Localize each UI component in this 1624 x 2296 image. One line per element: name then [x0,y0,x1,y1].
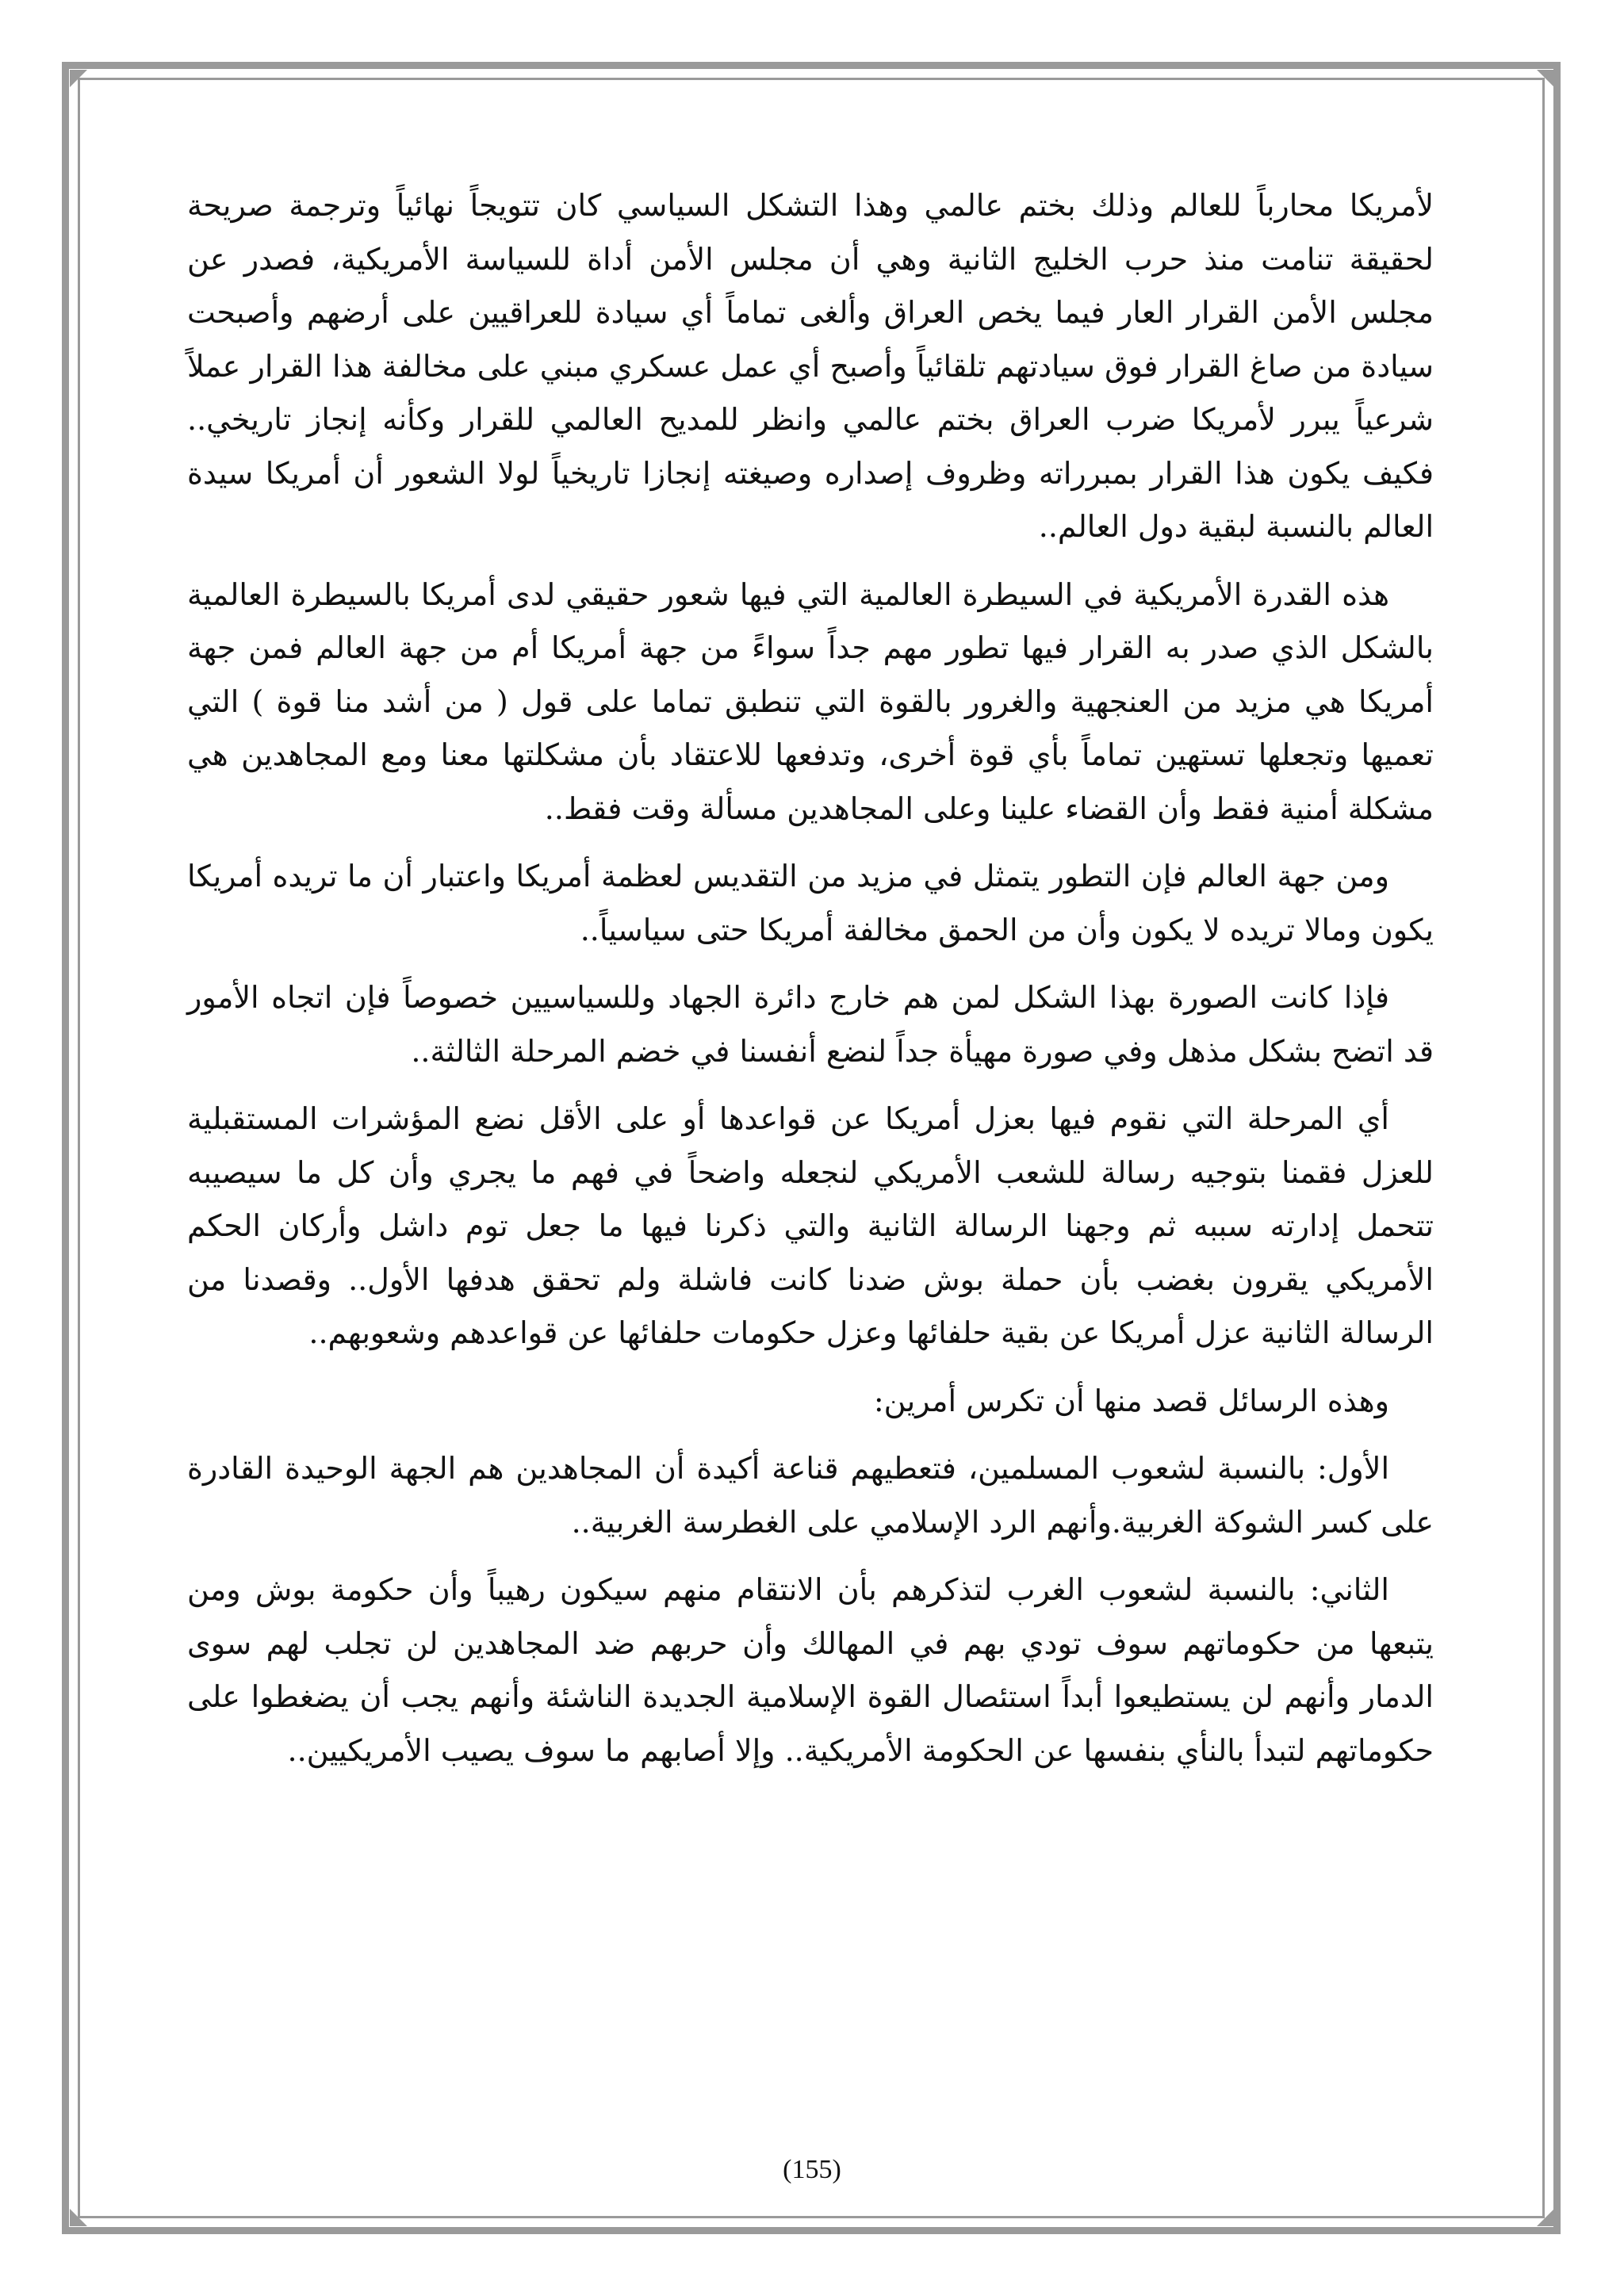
page-number: (155) [783,2155,841,2184]
page-body [187,179,1434,1792]
corner-ornament-top-left [70,70,87,87]
corner-ornament-bottom-right [1537,2209,1554,2226]
paragraph-1: لأمريكا محارباً للعالم وذلك بختم عالمي وهذا التشكل السياسي كان تتويجاً نهائياً وترجمة صريحة لحقيقة تنامت منذ حرب الخليج الثانية وهي أن مجلس الأمن أداة للسياسة الأمريكية، فصدر عن مجلس الأمن القرار العار فيما يخص العراق وألغى تماماً أي سيادة للعراقيين على أرضهم وأصبحت سيادة من صاغ القرار فوق سيادتهم تلقائياً وأصبح أي عمل عسكري مبني على مخالفة هذا القرار عملاً شرعياً يبرر لأمريكا ضرب العراق بختم عالمي وانظر للمديح العالمي للقرار وكأنه إنجاز تاريخي.. فكيف يكون هذا القرار بمبرراته وظروف إصداره وصيغته إنجازا تاريخياً لولا الشعور أن أمريكا سيدة العالم بالنسبة لبقية دول العالم.. [187,188,1434,544]
corner-ornament-top-right [1537,70,1554,87]
paragraph-3: ومن جهة العالم فإن التطور يتمثل في مزيد من التقديس لعظمة أمريكا واعتبار أن ما تريده أمريكا يكون ومالا تريده لا يكون وأن من الحمق مخالفة أمريكا حتى سياسياً.. [187,859,1434,947]
paragraph-4: فإذا كانت الصورة بهذا الشكل لمن هم خارج دائرة الجهاد وللسياسيين خصوصاً فإن اتجاه الأمور قد اتضح بشكل مذهل وفي صورة مهيأة جداً لنضع أنفسنا في خضم المرحلة الثالثة.. [187,980,1434,1069]
corner-ornament-bottom-left [70,2209,87,2226]
paragraph-6: وهذه الرسائل قصد منها أن تكرس أمرين: [873,1383,1389,1418]
paragraph-8: الثاني: بالنسبة لشعوب الغرب لتذكرهم بأن الانتقام منهم سيكون رهيباً وأن حكومة بوش ومن يتبعها من حكوماتهم سوف تودي بهم في المهالك وأن حربهم ضد المجاهدين لن تجلب لهم سوى الدمار وأنهم لن يستطيعوا أبداً استئصال القوة الإسلامية الجديدة الناشئة وأنهم يجب أن يضغطوا على حكوماتهم لتبدأ بالنأي بنفسها عن الحكومة الأمريكية.. وإلا أصابهم ما سوف يصيب الأمريكيين.. [187,1572,1434,1768]
paragraph-5: أي المرحلة التي نقوم فيها بعزل أمريكا عن قواعدها أو على الأقل نضع المؤشرات المستقبلية للعزل فقمنا بتوجيه رسالة للشعب الأمريكي لنجعله واضحاً في فهم ما يجري وأن كل ما سيصيبه تتحمل إدارته سببه ثم وجهنا الرسالة الثانية والتي ذكرنا فيها ما جعل توم داشل وأركان الحكم الأمريكي يقرون بغضب بأن حملة بوش ضدنا كانت فاشلة ولم تحقق هدفها الأول.. وقصدنا من الرسالة الثانية عزل أمريكا عن بقية حلفائها وعزل حكومات حلفائها عن قواعدهم وشعوبهم.. [187,1101,1434,1350]
paragraph-7: الأول: بالنسبة لشعوب المسلمين، فتعطيهم قناعة أكيدة أن المجاهدين هم الجهة الوحيدة القادرة على كسر الشوكة الغربية.وأنهم الرد الإسلامي على الغطرسة الغربية.. [187,1451,1434,1540]
paragraph-2: هذه القدرة الأمريكية في السيطرة العالمية التي فيها شعور حقيقي لدى أمريكا بالسيطرة العالمية بالشكل الذي صدر به القرار فيها تطور مهم جداً سواءً من جهة أمريكا أم من جهة العالم فمن جهة أمريكا هي مزيد من العنجهية والغرور بالقوة التي تنطبق تماما على قول ( من أشد منا قوة ) التي تعميها وتجعلها تستهين تماماً بأي قوة أخرى، وتدفعها للاعتقاد بأن مشكلتها معنا ومع المجاهدين هي مشكلة أمنية فقط وأن القضاء علينا وعلى المجاهدين مسألة وقت فقط.. [187,576,1434,826]
